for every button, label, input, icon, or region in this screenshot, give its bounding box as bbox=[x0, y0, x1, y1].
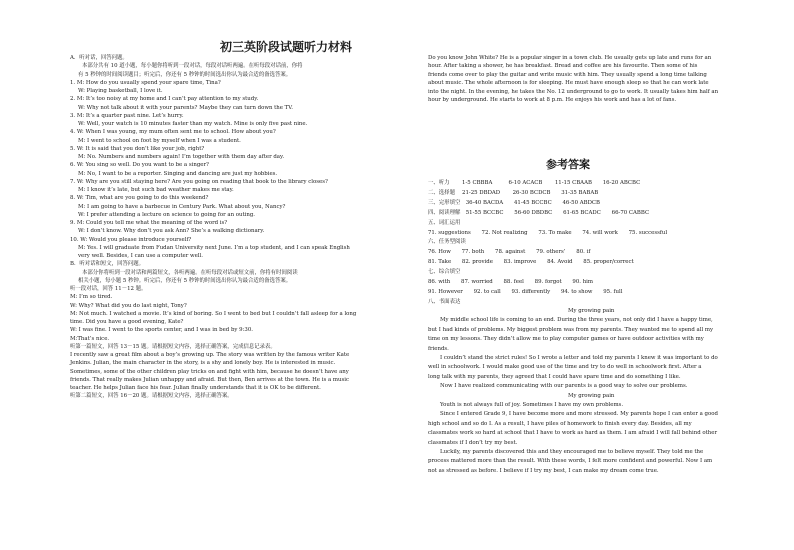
listening-line: Sometimes, some of the other children play tricks on and fight with him, because he doesn’t have any bbox=[70, 368, 349, 375]
passage-line: into the night. In the evening, he takes the No. 12 underground to go to work. It usually takes him half an bbox=[428, 88, 719, 95]
listening-line: friends. That really makes Julian unhappy and afraid. But then, Ben arrives at the town. He is a music bbox=[70, 376, 350, 383]
listening-line: M: No, I want to be a reporter. Singing and dancing are just my hobbies. bbox=[78, 170, 278, 177]
listening-line: W: Why? What did you do last night, Tony? bbox=[70, 302, 187, 309]
essay-line: Youth is not always full of joy. Sometimes I have my own problems. bbox=[440, 402, 624, 408]
answer-line: 一、听力 1-5 CBBBA 6-10 ACACB 11-15 CBAAB 16-20 ABCBC bbox=[428, 180, 641, 186]
listening-line: 有 5 秒钟的时间阅读题目；听完后，你还有 5 秒钟的时间选出你认为最合适的备选答案。 bbox=[78, 71, 292, 78]
listening-line: M: I went to school on foot by myself when I was a student. bbox=[78, 137, 241, 144]
listening-line: 听一段对话，回答 11－12 题。 bbox=[70, 286, 147, 292]
listening-line: 5. W: It is said that you don’t like your job, right? bbox=[70, 145, 205, 152]
listening-line: 2. M: It’s too noisy at my home and I can’t pay attention to my study. bbox=[70, 96, 259, 103]
essay-line: I couldn’t stand the strict rules! So I wrote a letter and told my parents I knew it was important to do bbox=[440, 355, 718, 361]
passage-line: hour by underground. He starts to work at 8 p.m. He enjoys his work and has a lot of fans. bbox=[428, 97, 677, 103]
answer-line: 六、任务型阅读 bbox=[428, 239, 466, 246]
listening-line: M: No. Numbers and numbers again! I’m together with them day after day. bbox=[78, 154, 285, 160]
listening-line: 9. M: Could you tell me what the meaning of the word is? bbox=[70, 220, 228, 226]
answer-line: 81. Take 82. provide 83. improve 84. Avoid 85. proper/correct bbox=[428, 259, 634, 266]
answer-line: 76. How 77. both 78. against 79. others’ 80. if bbox=[428, 249, 591, 256]
listening-line: very well. Besides, I can use a computer well. bbox=[78, 253, 203, 259]
listening-line: W: Why not talk about it with your parents? Maybe they can turn down the TV. bbox=[78, 104, 293, 111]
listening-line: M: I’m so tired. bbox=[70, 294, 113, 301]
listening-line: W: I prefer attending a lecture on science to going for an outing. bbox=[78, 211, 256, 218]
essay-line: Luckily, my parents discovered this and they encouraged me to believe myself. They told me the bbox=[440, 449, 704, 455]
essay-line: My middle school life is coming to an end. During the three years, not only did I have a happy time, bbox=[440, 317, 713, 324]
essay-line: Now I have realized communicating with our parents is a good way to solve our problems. bbox=[440, 383, 688, 390]
listening-line: 本部分共有 10 道小题，每小题你将听到一段对话，每段对话听两遍。在听每段对话前，你将 bbox=[82, 63, 303, 70]
listening-line: 相关小题，每小题 5 秒钟。听完后，你还有 5 秒钟的时间选出你认为最合适的备选答案。 bbox=[78, 277, 292, 284]
essay-line: time on my lessons. They didn’t allow me to play computer games or have outdoor activities with my bbox=[428, 336, 704, 343]
answer-line: 二、选择题 21-25 DBDAD 26-30 BCDCB 31-35 BABAB bbox=[428, 189, 599, 196]
answer-line: 五、词汇运用 bbox=[428, 219, 461, 226]
listening-line: B．听对话和短文，回答问题。 bbox=[70, 261, 145, 268]
listening-line: M: I am going to have a barbecue in Century Park. What about you, Nancy? bbox=[78, 203, 286, 210]
essay-line: long talk with my parents, they agreed that I could have spare time and do something I like. bbox=[428, 373, 681, 380]
essay-line: classmates work so hard at school that I have to work as hard as them. I am afraid I will fall behind other bbox=[428, 430, 718, 437]
listening-line: W: Playing basketball, I love it. bbox=[78, 88, 163, 94]
listening-line: 听第一篇短文，回答 13－15 题。请根据短文内容，选择正确答案，完成信息记录表。 bbox=[70, 343, 276, 350]
listening-line: 本部分你将听到一段对话和两篇短文，各听两遍。在听每段对话或短文前，你将有时间阅读 bbox=[82, 269, 298, 276]
essay-line: well in schoolwork. I would make good use of the time and try to do well in schoolwork first. After a bbox=[428, 364, 702, 371]
essay-line: friends. bbox=[428, 345, 449, 352]
essay-line: process mattered more than the result. With these words, I felt more confident and powerful. Now I am bbox=[428, 458, 713, 465]
passage-line: hour. After taking a shower, he has breakfast. Bread and coffee are his favourite. Then some of his bbox=[428, 63, 698, 70]
listening-line: 6. W: You sing so well. Do you want to be a singer? bbox=[70, 162, 209, 169]
passage-line: friends come over to play the guitar and write music with him. They usually spend a long time talking bbox=[428, 71, 707, 78]
listening-line: A．听对话，回答问题。 bbox=[70, 55, 128, 61]
answer-line: 四、阅读理解 51-55 BCCBC 56-60 DBDBC 61-65 BCADC 66-70 CABBC bbox=[428, 209, 650, 216]
listening-line: Jenkins. Julian, the main character in the story, is a shy and lonely boy. He is interested in music. bbox=[70, 360, 336, 367]
passage-line: about music. The whole afternoon is for sleeping. He must have enough sleep so that he can work late bbox=[428, 80, 709, 87]
listening-line: M: Not much. I watched a movie. It’s kind of boring. So I went to bed but I couldn’t fall asleep for a long bbox=[70, 310, 357, 317]
essay-line: but I had kinds of problems. My biggest problem was from my parents. They wanted me to spend all my bbox=[428, 326, 714, 333]
listening-line: W: I was fine. I went to the sports center, and I was in bed by 9:30. bbox=[70, 327, 253, 334]
listening-line: M:That’s nice. bbox=[70, 335, 110, 342]
listening-line: teacher. He helps Julian face his fear. Julian finally understands that it is OK to be different. bbox=[70, 385, 321, 391]
listening-line: 7. W: Why are you still staying here? Are you going on reading that book to the library closes? bbox=[70, 178, 328, 185]
listening-line: 听第二篇短文，回答 16－20 题。请根据短文内容，选择正确答案。 bbox=[70, 393, 233, 400]
listening-line: M: I know it’s late, but such bad weather makes me stay. bbox=[78, 187, 234, 193]
listening-line: 10. W: Would you please introduce yourself? bbox=[70, 236, 192, 243]
listening-line: M: Yes. I will graduate from Fudan University next June. I’m a top student, and I can speak English bbox=[78, 244, 350, 251]
answer-title: 参考答案 bbox=[546, 158, 590, 171]
essay-line: Since I entered Grade 9, I have become more and more stressed. My parents hope I can enter a good bbox=[440, 411, 718, 418]
listening-line: 3. M: It’s a quarter past nine. Let’s hurry. bbox=[70, 112, 184, 119]
passage-line: Do you know John White? He is a popular singer in a town club. He usually gets up late and runs for an bbox=[428, 55, 712, 61]
essay-title: My growing pain bbox=[568, 308, 615, 314]
answer-line: 七、综合填空 bbox=[428, 269, 461, 276]
listening-line: W: I don’t know. Why don’t you ask Ann? She’s a walking dictionary. bbox=[78, 228, 265, 235]
answer-line: 三、完形填空 36-40 BACDA 41-45 BCCBC 46-50 ABDCB bbox=[428, 199, 601, 206]
listening-line: time. Did you have a good evening, Kate? bbox=[70, 319, 184, 325]
listening-line: I recently saw a great film about a boy’s growing up. The story was written by the famous writer Kate bbox=[70, 352, 350, 358]
listening-line: 8. W: Tim, what are you going to do this weekend? bbox=[70, 195, 209, 202]
listening-line: W: Well, your watch is 10 minutes faster than my watch. Mine is only five past nine. bbox=[78, 121, 308, 127]
essay-line: high school and so do I. As a result, I have piles of homework to finish every day. Besides, all my bbox=[428, 420, 692, 427]
essay-line: not as stressed as before. I believe if I try my best, I can make my dream come true. bbox=[428, 467, 659, 474]
answer-line: 71. suggestions 72. Not realizing 73. To make 74. will work 75. successful bbox=[428, 229, 668, 236]
answer-line: 八、书面表达 bbox=[428, 298, 461, 305]
page-title: 初三英阶段试题听力材料 bbox=[220, 40, 353, 54]
answer-line: 91. However 92. to call 93. differently 94. to show 95. full bbox=[428, 288, 623, 295]
answer-line: 86. with 87. worried 88. feel 89. forgot 90. him bbox=[428, 279, 593, 285]
listening-line: 4. W: When I was young, my mum often sent me to school. How about you? bbox=[70, 129, 276, 136]
essay-title: My growing pain bbox=[568, 392, 615, 399]
listening-line: 1. M: How do you usually spend your spare time, Tina? bbox=[70, 79, 221, 86]
essay-line: classmates if I don’t try my best. bbox=[428, 439, 518, 446]
